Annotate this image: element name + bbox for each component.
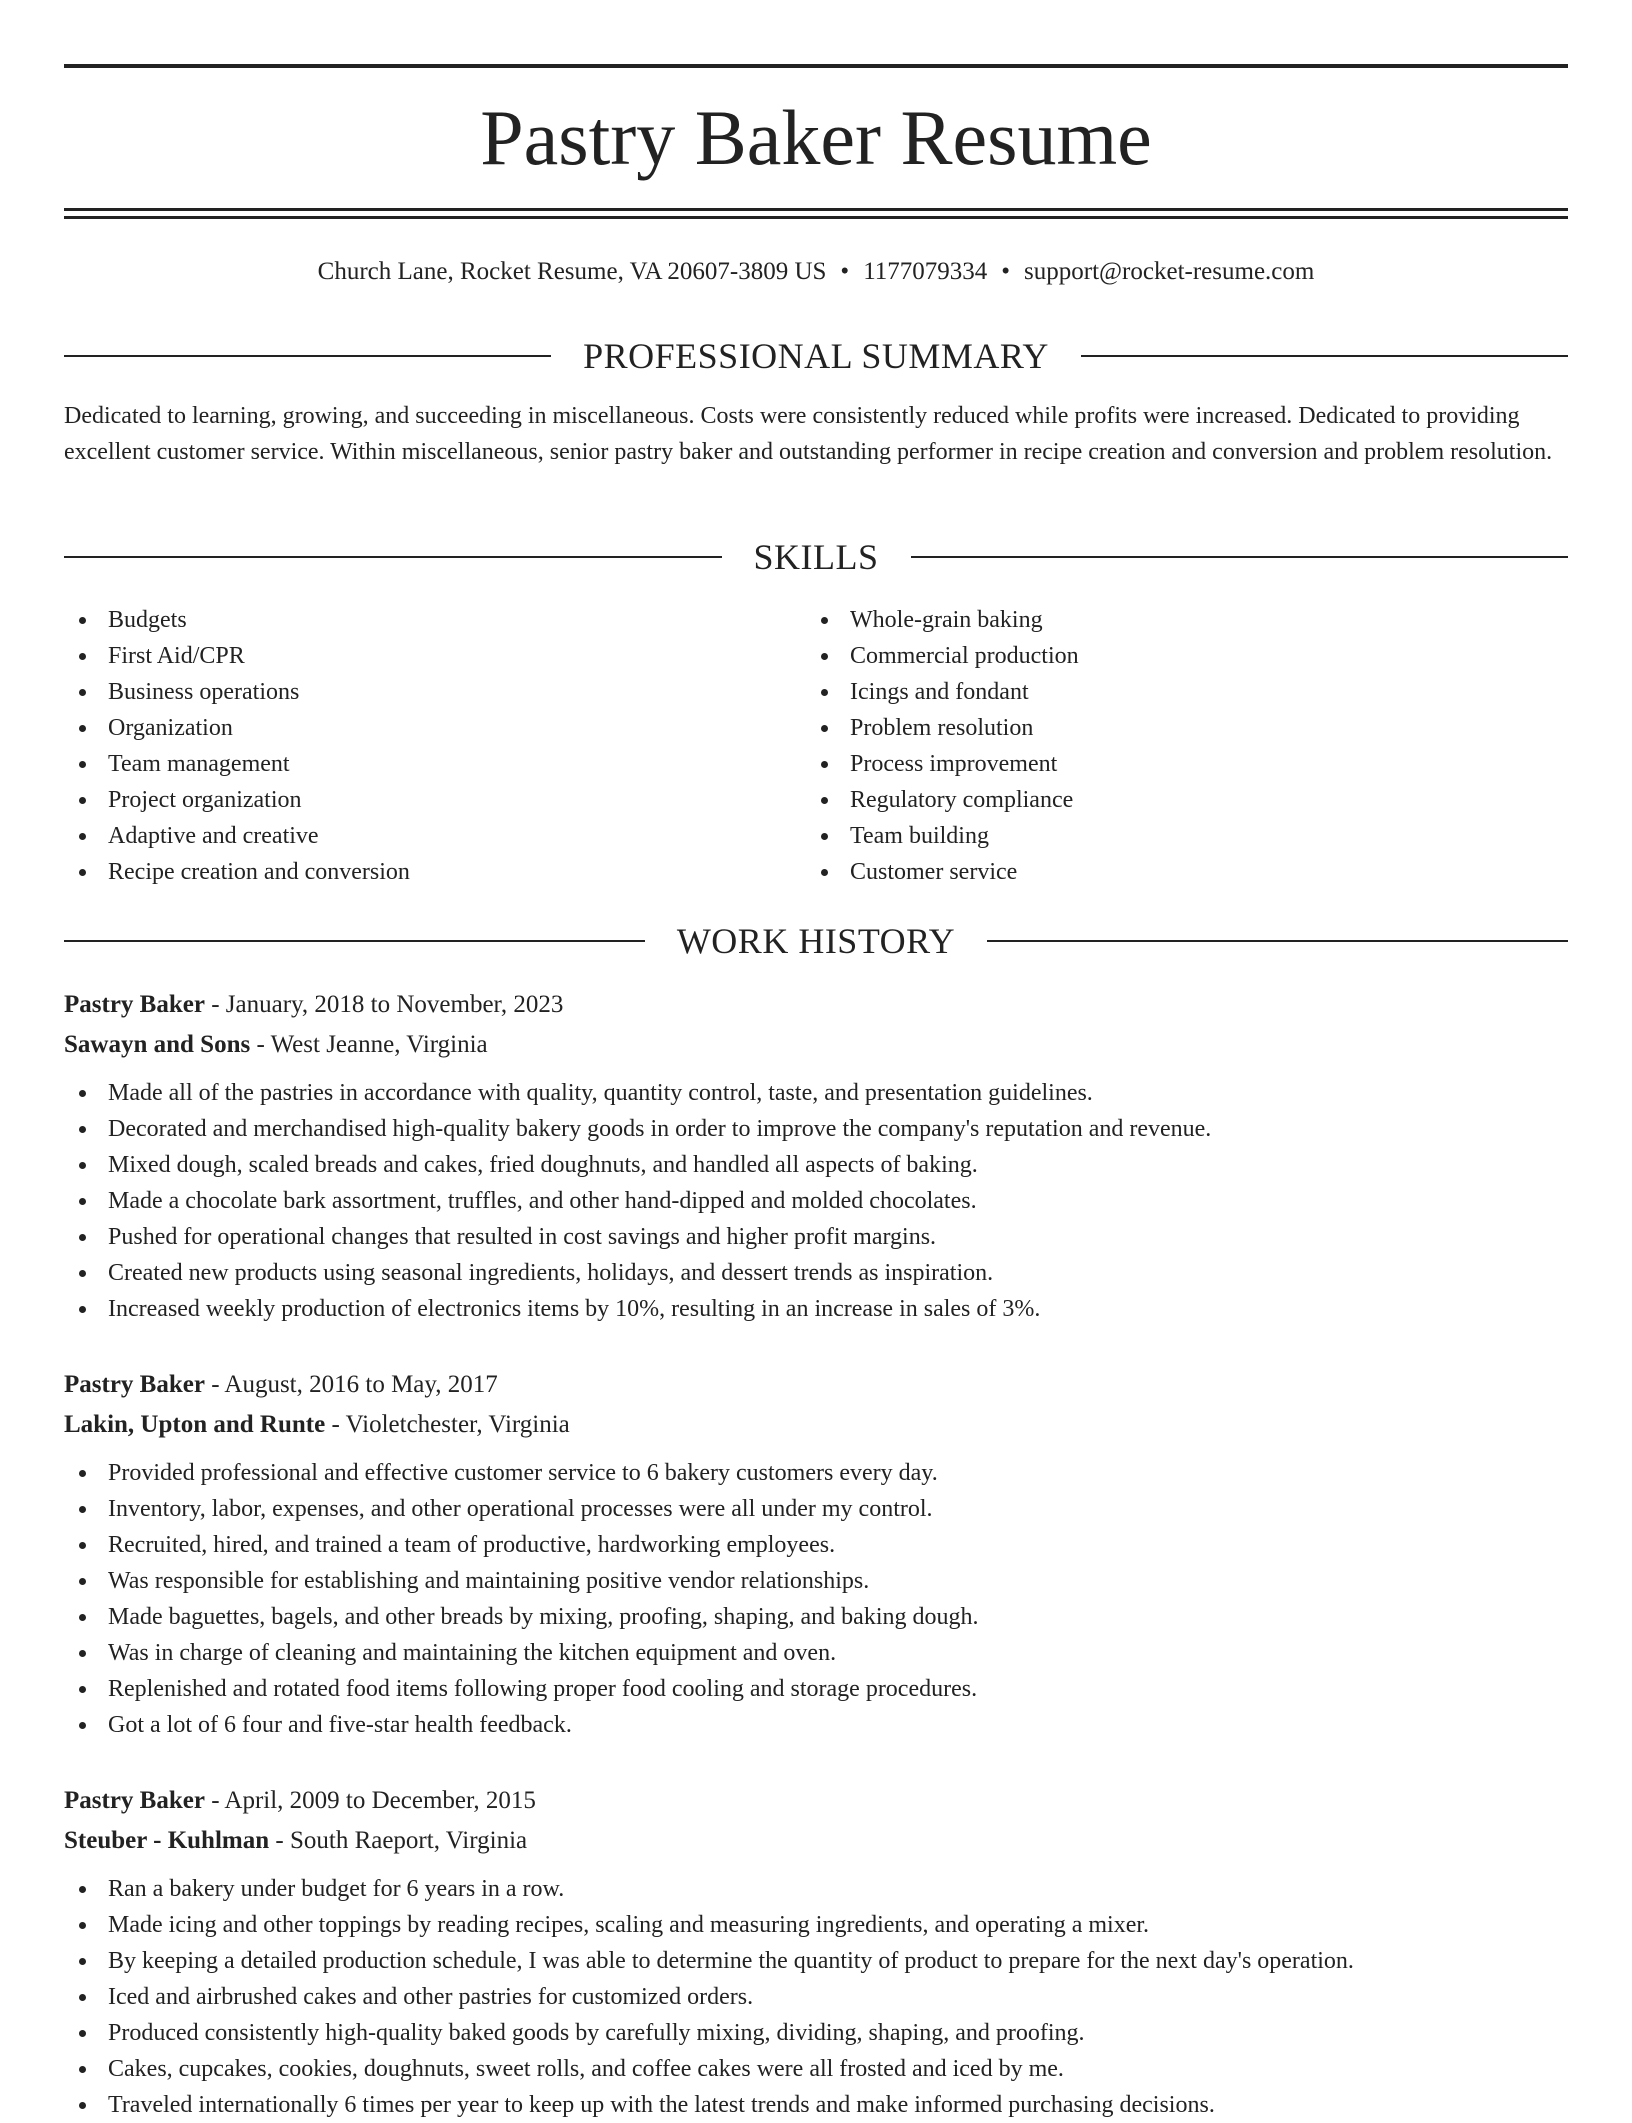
heading-rule-left — [64, 940, 645, 942]
job-title: Pastry Baker — [64, 1371, 205, 1398]
job-duty: Made baguettes, bagels, and other breads by mixing, proofing, shaping, and baking dough. — [64, 1599, 1568, 1635]
job-dates: - January, 2018 to November, 2023 — [204, 991, 564, 1018]
job-duty: Inventory, labor, expenses, and other operational processes were all under my control. — [64, 1491, 1568, 1527]
summary-section-heading — [64, 334, 1568, 378]
contact-phone: 1177079334 — [863, 258, 988, 285]
skills-list-right — [806, 602, 1526, 890]
skill-item: Process improvement — [806, 746, 1526, 782]
job-duty: Produced consistently high-quality baked goods by carefully mixing, dividing, shaping, and proofing. — [64, 2015, 1568, 2051]
job-title: Pastry Baker — [64, 1787, 205, 1814]
job-company-line — [64, 1025, 1568, 1065]
skill-item: Icings and fondant — [806, 674, 1526, 710]
skill-item: Project organization — [64, 782, 784, 818]
contact-separator: • — [840, 258, 850, 285]
contact-separator: • — [1001, 258, 1011, 285]
contact-line — [64, 255, 1568, 289]
skill-item: First Aid/CPR — [64, 638, 784, 674]
summary-text: Dedicated to learning, growing, and succeeding in miscellaneous. Costs were consistently reduced while profits were increased. Dedicated to providing excellent customer service. Within miscellaneous, senior pastry baker and outstanding performer in recipe creation and conversion and problem resolution. — [64, 403, 1553, 465]
skill-item: Team management — [64, 746, 784, 782]
heading-rule-right — [987, 940, 1568, 942]
heading-rule-right — [911, 556, 1569, 558]
title-double-rule-lower — [64, 216, 1568, 219]
skill-item: Adaptive and creative — [64, 818, 784, 854]
job-duty: Made icing and other toppings by reading recipes, scaling and measuring ingredients, and operating a mixer. — [64, 1907, 1568, 1943]
job-duty: Created new products using seasonal ingredients, holidays, and dessert trends as inspiration. — [64, 1255, 1568, 1291]
work-history-heading: WORK HISTORY — [676, 921, 956, 961]
summary-heading: PROFESSIONAL SUMMARY — [583, 336, 1049, 376]
job-duty: Made all of the pastries in accordance with quality, quantity control, taste, and presentation guidelines. — [64, 1075, 1568, 1111]
skill-item: Organization — [64, 710, 784, 746]
job-title: Pastry Baker — [64, 991, 205, 1018]
job-dates: - August, 2016 to May, 2017 — [204, 1371, 498, 1398]
job-duty: Got a lot of 6 four and five-star health feedback. — [64, 1707, 1568, 1743]
job-location: - South Raeport, Virginia — [269, 1827, 528, 1854]
skills-section-heading — [64, 535, 1568, 579]
skills-heading: SKILLS — [753, 537, 879, 577]
job-duty: Ran a bakery under budget for 6 years in a row. — [64, 1871, 1568, 1907]
skill-item: Budgets — [64, 602, 784, 638]
job-dates: - April, 2009 to December, 2015 — [204, 1787, 536, 1814]
work-history-section-heading — [64, 919, 1568, 963]
job-duties-list — [64, 1455, 1568, 1743]
job-company: Lakin, Upton and Runte — [64, 1411, 326, 1438]
skills-list-left — [64, 602, 784, 890]
job-entry — [64, 1365, 1568, 1743]
job-duty: Traveled internationally 6 times per year to keep up with the latest trends and make informed purchasing decisions. — [64, 2087, 1568, 2123]
skill-item: Business operations — [64, 674, 784, 710]
job-duty: Mixed dough, scaled breads and cakes, fried doughnuts, and handled all aspects of baking. — [64, 1147, 1568, 1183]
job-title-line — [64, 1781, 1568, 1821]
job-duty: Increased weekly production of electronics items by 10%, resulting in an increase in sales of 3%. — [64, 1291, 1568, 1327]
skill-item: Whole-grain baking — [806, 602, 1526, 638]
job-duties-list — [64, 1075, 1568, 1327]
heading-rule-right — [1081, 355, 1568, 357]
contact-address: Church Lane, Rocket Resume, VA 20607-3809 US — [317, 258, 827, 285]
job-entry — [64, 1781, 1568, 2123]
job-title-line — [64, 985, 1568, 1025]
job-company-line — [64, 1821, 1568, 1861]
skill-item: Recipe creation and conversion — [64, 854, 784, 890]
contact-email: support@rocket-resume.com — [1024, 258, 1315, 285]
skill-item: Team building — [806, 818, 1526, 854]
job-title-line — [64, 1365, 1568, 1405]
job-duty: Was in charge of cleaning and maintaining the kitchen equipment and oven. — [64, 1635, 1568, 1671]
job-duty: Pushed for operational changes that resulted in cost savings and higher profit margins. — [64, 1219, 1568, 1255]
job-duty: Cakes, cupcakes, cookies, doughnuts, sweet rolls, and coffee cakes were all frosted and iced by me. — [64, 2051, 1568, 2087]
skill-item: Customer service — [806, 854, 1526, 890]
job-duty: Iced and airbrushed cakes and other pastries for customized orders. — [64, 1979, 1568, 2015]
heading-rule-left — [64, 355, 551, 357]
job-duty: Recruited, hired, and trained a team of productive, hardworking employees. — [64, 1527, 1568, 1563]
job-location: - Violetchester, Virginia — [325, 1411, 570, 1438]
job-company: Steuber - Kuhlman — [64, 1827, 270, 1854]
job-company: Sawayn and Sons — [64, 1031, 251, 1058]
resume-title: Pastry Baker Resume — [480, 94, 1152, 181]
job-duty: Replenished and rotated food items following proper food cooling and storage procedures. — [64, 1671, 1568, 1707]
job-company-line — [64, 1405, 1568, 1445]
skill-item: Regulatory compliance — [806, 782, 1526, 818]
job-duty: Decorated and merchandised high-quality bakery goods in order to improve the company's reputation and revenue. — [64, 1111, 1568, 1147]
job-entry — [64, 985, 1568, 1327]
title-double-rule-upper — [64, 208, 1568, 211]
skill-item: Commercial production — [806, 638, 1526, 674]
job-duties-list — [64, 1871, 1568, 2123]
skill-item: Problem resolution — [806, 710, 1526, 746]
job-duty: By keeping a detailed production schedule, I was able to determine the quantity of product to prepare for the next day's operation. — [64, 1943, 1568, 1979]
top-rule — [64, 64, 1568, 68]
heading-rule-left — [64, 556, 722, 558]
job-duty: Made a chocolate bark assortment, truffles, and other hand-dipped and molded chocolates. — [64, 1183, 1568, 1219]
job-duty: Was responsible for establishing and maintaining positive vendor relationships. — [64, 1563, 1568, 1599]
job-duty: Provided professional and effective customer service to 6 bakery customers every day. — [64, 1455, 1568, 1491]
job-location: - West Jeanne, Virginia — [250, 1031, 488, 1058]
